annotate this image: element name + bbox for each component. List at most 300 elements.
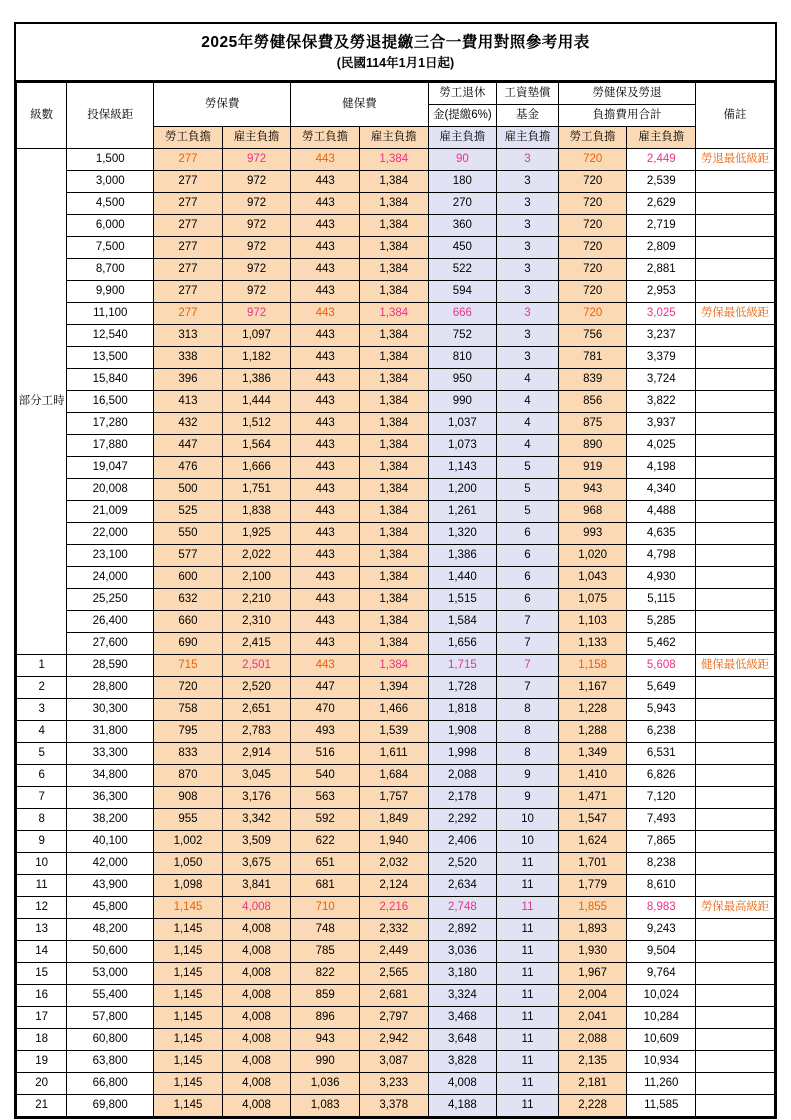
header-labor-pension: 勞工退休: [428, 82, 497, 104]
cell-level: 5: [17, 742, 67, 764]
cell-health-insurance-employer: 1,384: [359, 500, 428, 522]
cell-fund-employer: 3: [497, 324, 559, 346]
table-row: [17, 368, 775, 390]
cell-pension-employer: 1,261: [428, 500, 497, 522]
cell-labor-insurance-employee: 277: [154, 258, 223, 280]
table-row: [17, 456, 775, 478]
cell-level: 6: [17, 764, 67, 786]
cell-labor-insurance-employee: 500: [154, 478, 223, 500]
title-block: [16, 24, 775, 82]
cell-total-employee: 1,779: [558, 874, 627, 896]
cell-pension-employer: 2,520: [428, 852, 497, 874]
cell-health-insurance-employer: 3,087: [359, 1050, 428, 1072]
cell-remark: [696, 720, 775, 742]
cell-labor-insurance-employee: 955: [154, 808, 223, 830]
table-row: [17, 896, 775, 918]
cell-labor-insurance-employer: 3,675: [222, 852, 291, 874]
cell-health-insurance-employee: 443: [291, 434, 360, 456]
cell-remark: [696, 236, 775, 258]
cell-health-insurance-employer: 1,384: [359, 280, 428, 302]
cell-total-employee: 2,181: [558, 1072, 627, 1094]
cell-labor-insurance-employee: 1,098: [154, 874, 223, 896]
cell-health-insurance-employer: 1,940: [359, 830, 428, 852]
cell-total-employer: 5,462: [627, 632, 696, 654]
cell-remark: [696, 742, 775, 764]
cell-fund-employer: 6: [497, 566, 559, 588]
cell-remark: [696, 610, 775, 632]
cell-labor-insurance-employer: 4,008: [222, 962, 291, 984]
cell-wage-bracket: 40,100: [67, 830, 154, 852]
cell-pension-employer: 2,748: [428, 896, 497, 918]
cell-fund-employer: 10: [497, 830, 559, 852]
cell-total-employer: 5,649: [627, 676, 696, 698]
cell-labor-insurance-employer: 2,501: [222, 654, 291, 676]
table-row: [17, 302, 775, 324]
cell-fund-employer: 11: [497, 1072, 559, 1094]
cell-fund-employer: 5: [497, 456, 559, 478]
cell-labor-insurance-employer: 972: [222, 214, 291, 236]
cell-labor-insurance-employer: 4,008: [222, 896, 291, 918]
header-level: 級數: [17, 82, 67, 148]
cell-pension-employer: 3,828: [428, 1050, 497, 1072]
cell-level: 10: [17, 852, 67, 874]
cell-total-employer: 2,881: [627, 258, 696, 280]
table-row: [17, 764, 775, 786]
cell-labor-insurance-employee: 277: [154, 192, 223, 214]
cell-health-insurance-employee: 443: [291, 258, 360, 280]
cell-total-employer: 10,284: [627, 1006, 696, 1028]
header-wage-arrears-2: 基金: [497, 104, 559, 126]
cell-health-insurance-employee: 443: [291, 390, 360, 412]
cell-pension-employer: 990: [428, 390, 497, 412]
cell-total-employer: 3,025: [627, 302, 696, 324]
cell-total-employer: 5,608: [627, 654, 696, 676]
cell-total-employer: 8,238: [627, 852, 696, 874]
cell-wage-bracket: 21,009: [67, 500, 154, 522]
cell-health-insurance-employer: 1,384: [359, 588, 428, 610]
cell-total-employee: 1,855: [558, 896, 627, 918]
cell-labor-insurance-employer: 972: [222, 280, 291, 302]
cell-labor-insurance-employer: 4,008: [222, 1028, 291, 1050]
cell-fund-employer: 3: [497, 192, 559, 214]
cell-fund-employer: 3: [497, 280, 559, 302]
cell-labor-insurance-employer: 972: [222, 148, 291, 170]
table-row: [17, 830, 775, 852]
cell-wage-bracket: 28,800: [67, 676, 154, 698]
table-row: [17, 1094, 775, 1116]
cell-health-insurance-employee: 443: [291, 522, 360, 544]
cell-fund-employer: 6: [497, 588, 559, 610]
table-row: [17, 522, 775, 544]
cell-total-employer: 2,719: [627, 214, 696, 236]
cell-wage-bracket: 28,590: [67, 654, 154, 676]
cell-remark: [696, 1050, 775, 1072]
cell-remark: [696, 390, 775, 412]
cell-total-employee: 1,043: [558, 566, 627, 588]
cell-labor-insurance-employee: 758: [154, 698, 223, 720]
cell-remark: [696, 918, 775, 940]
cell-health-insurance-employee: 443: [291, 632, 360, 654]
cell-labor-insurance-employee: 1,145: [154, 1028, 223, 1050]
cell-total-employee: 2,135: [558, 1050, 627, 1072]
cell-fund-employer: 9: [497, 786, 559, 808]
cell-labor-insurance-employee: 1,002: [154, 830, 223, 852]
cell-health-insurance-employer: 1,384: [359, 632, 428, 654]
cell-pension-employer: 2,406: [428, 830, 497, 852]
cell-pension-employer: 3,468: [428, 1006, 497, 1028]
cell-labor-insurance-employer: 4,008: [222, 1072, 291, 1094]
cell-fund-employer: 4: [497, 412, 559, 434]
cell-wage-bracket: 3,000: [67, 170, 154, 192]
cell-health-insurance-employee: 443: [291, 192, 360, 214]
cell-labor-insurance-employee: 1,145: [154, 1050, 223, 1072]
cell-labor-insurance-employee: 1,145: [154, 940, 223, 962]
cell-total-employee: 720: [558, 258, 627, 280]
table-row: [17, 170, 775, 192]
cell-health-insurance-employee: 443: [291, 324, 360, 346]
cell-remark: [696, 346, 775, 368]
cell-labor-insurance-employer: 2,651: [222, 698, 291, 720]
cell-labor-insurance-employer: 4,008: [222, 1050, 291, 1072]
cell-health-insurance-employee: 443: [291, 346, 360, 368]
cell-level: 20: [17, 1072, 67, 1094]
cell-labor-insurance-employee: 550: [154, 522, 223, 544]
cell-pension-employer: 666: [428, 302, 497, 324]
cell-fund-employer: 6: [497, 544, 559, 566]
cell-labor-insurance-employee: 313: [154, 324, 223, 346]
cell-pension-employer: 90: [428, 148, 497, 170]
cell-labor-insurance-employer: 4,008: [222, 940, 291, 962]
cell-health-insurance-employer: 3,233: [359, 1072, 428, 1094]
cell-wage-bracket: 30,300: [67, 698, 154, 720]
cell-labor-insurance-employee: 476: [154, 456, 223, 478]
cell-total-employer: 2,449: [627, 148, 696, 170]
cell-total-employer: 3,937: [627, 412, 696, 434]
cell-pension-employer: 1,143: [428, 456, 497, 478]
cell-remark: [696, 1072, 775, 1094]
cell-fund-employer: 3: [497, 214, 559, 236]
table-row: [17, 214, 775, 236]
header-hi-employer: 雇主負擔: [359, 126, 428, 148]
table-row: [17, 1050, 775, 1072]
cell-labor-insurance-employer: 1,097: [222, 324, 291, 346]
cell-pension-employer: 594: [428, 280, 497, 302]
cell-labor-insurance-employer: 1,444: [222, 390, 291, 412]
cell-wage-bracket: 15,840: [67, 368, 154, 390]
cell-wage-bracket: 36,300: [67, 786, 154, 808]
cell-fund-employer: 9: [497, 764, 559, 786]
cell-total-employer: 11,260: [627, 1072, 696, 1094]
cell-health-insurance-employee: 443: [291, 500, 360, 522]
cell-health-insurance-employee: 443: [291, 368, 360, 390]
cell-fund-employer: 7: [497, 676, 559, 698]
header-row-1: [17, 82, 775, 104]
cell-total-employee: 1,410: [558, 764, 627, 786]
table-row: [17, 236, 775, 258]
header-remark: 備註: [696, 82, 775, 148]
cell-fund-employer: 6: [497, 522, 559, 544]
cell-total-employee: 1,701: [558, 852, 627, 874]
cell-labor-insurance-employer: 1,838: [222, 500, 291, 522]
cell-wage-bracket: 17,280: [67, 412, 154, 434]
cell-labor-insurance-employer: 1,386: [222, 368, 291, 390]
cell-labor-insurance-employer: 3,342: [222, 808, 291, 830]
table-row: [17, 1028, 775, 1050]
table-row: [17, 632, 775, 654]
cell-pension-employer: 270: [428, 192, 497, 214]
cell-total-employee: 2,088: [558, 1028, 627, 1050]
cell-remark: [696, 522, 775, 544]
cell-fund-employer: 4: [497, 368, 559, 390]
cell-health-insurance-employee: 443: [291, 214, 360, 236]
cell-labor-insurance-employee: 1,145: [154, 1094, 223, 1116]
table-row: [17, 346, 775, 368]
cell-total-employer: 3,822: [627, 390, 696, 412]
cell-wage-bracket: 43,900: [67, 874, 154, 896]
table-row: [17, 434, 775, 456]
cell-labor-insurance-employer: 2,100: [222, 566, 291, 588]
cell-level: 4: [17, 720, 67, 742]
cell-labor-insurance-employee: 660: [154, 610, 223, 632]
cell-health-insurance-employee: 443: [291, 412, 360, 434]
cell-total-employer: 8,983: [627, 896, 696, 918]
cell-health-insurance-employee: 493: [291, 720, 360, 742]
cell-pension-employer: 810: [428, 346, 497, 368]
cell-health-insurance-employee: 516: [291, 742, 360, 764]
cell-health-insurance-employer: 2,797: [359, 1006, 428, 1028]
cell-health-insurance-employee: 651: [291, 852, 360, 874]
cell-labor-insurance-employer: 3,841: [222, 874, 291, 896]
cell-health-insurance-employer: 1,684: [359, 764, 428, 786]
cell-total-employee: 943: [558, 478, 627, 500]
cell-total-employer: 7,493: [627, 808, 696, 830]
cell-health-insurance-employer: 2,565: [359, 962, 428, 984]
header-wage-arrears: 工資墊償: [497, 82, 559, 104]
cell-health-insurance-employee: 1,083: [291, 1094, 360, 1116]
cell-pension-employer: 3,324: [428, 984, 497, 1006]
cell-labor-insurance-employer: 972: [222, 258, 291, 280]
cell-remark: [696, 324, 775, 346]
cell-level: 16: [17, 984, 67, 1006]
cell-total-employee: 720: [558, 280, 627, 302]
cell-fund-employer: 8: [497, 720, 559, 742]
cell-remark: 健保最低級距: [696, 654, 775, 676]
cell-fund-employer: 8: [497, 742, 559, 764]
cell-health-insurance-employee: 443: [291, 654, 360, 676]
cell-total-employee: 1,228: [558, 698, 627, 720]
cell-health-insurance-employee: 443: [291, 280, 360, 302]
cell-labor-insurance-employee: 690: [154, 632, 223, 654]
cell-health-insurance-employer: 1,384: [359, 236, 428, 258]
cell-health-insurance-employer: 1,611: [359, 742, 428, 764]
cell-labor-insurance-employer: 1,751: [222, 478, 291, 500]
cell-total-employee: 720: [558, 148, 627, 170]
table-row: [17, 984, 775, 1006]
cell-health-insurance-employer: 2,032: [359, 852, 428, 874]
cell-total-employee: 1,158: [558, 654, 627, 676]
cell-labor-insurance-employee: 447: [154, 434, 223, 456]
cell-total-employee: 1,893: [558, 918, 627, 940]
cell-labor-insurance-employee: 577: [154, 544, 223, 566]
cell-pension-employer: 1,584: [428, 610, 497, 632]
cell-total-employee: 1,349: [558, 742, 627, 764]
cell-wage-bracket: 57,800: [67, 1006, 154, 1028]
cell-level: 8: [17, 808, 67, 830]
table-row: [17, 280, 775, 302]
cell-labor-insurance-employee: 600: [154, 566, 223, 588]
cell-fund-employer: 11: [497, 984, 559, 1006]
cell-labor-insurance-employee: 632: [154, 588, 223, 610]
table-row: [17, 962, 775, 984]
cell-total-employer: 2,539: [627, 170, 696, 192]
cell-total-employer: 5,115: [627, 588, 696, 610]
cell-health-insurance-employer: 2,216: [359, 896, 428, 918]
cell-wage-bracket: 11,100: [67, 302, 154, 324]
cell-level: 18: [17, 1028, 67, 1050]
cell-health-insurance-employee: 443: [291, 302, 360, 324]
cell-remark: [696, 808, 775, 830]
cell-labor-insurance-employee: 432: [154, 412, 223, 434]
cell-labor-insurance-employee: 277: [154, 280, 223, 302]
cell-wage-bracket: 7,500: [67, 236, 154, 258]
table-row: [17, 808, 775, 830]
cell-remark: [696, 192, 775, 214]
cell-pension-employer: 1,386: [428, 544, 497, 566]
cell-wage-bracket: 42,000: [67, 852, 154, 874]
cell-health-insurance-employee: 943: [291, 1028, 360, 1050]
cell-remark: 勞保最高級距: [696, 896, 775, 918]
cell-fund-employer: 11: [497, 1028, 559, 1050]
cell-health-insurance-employee: 443: [291, 588, 360, 610]
cell-level: 21: [17, 1094, 67, 1116]
cell-wage-bracket: 53,000: [67, 962, 154, 984]
cell-health-insurance-employer: 1,384: [359, 148, 428, 170]
cell-total-employer: 2,809: [627, 236, 696, 258]
cell-labor-insurance-employer: 972: [222, 170, 291, 192]
cell-remark: [696, 676, 775, 698]
cell-labor-insurance-employer: 2,520: [222, 676, 291, 698]
cell-labor-insurance-employee: 833: [154, 742, 223, 764]
table-row: [17, 874, 775, 896]
cell-pension-employer: 2,178: [428, 786, 497, 808]
cell-fund-employer: 4: [497, 434, 559, 456]
cell-level: 1: [17, 654, 67, 676]
cell-pension-employer: 4,008: [428, 1072, 497, 1094]
cell-wage-bracket: 24,000: [67, 566, 154, 588]
cell-health-insurance-employer: 1,384: [359, 478, 428, 500]
cell-fund-employer: 11: [497, 896, 559, 918]
cell-health-insurance-employee: 443: [291, 170, 360, 192]
table-row: [17, 698, 775, 720]
table-row: [17, 720, 775, 742]
cell-remark: [696, 984, 775, 1006]
cell-total-employee: 720: [558, 236, 627, 258]
cell-total-employee: 756: [558, 324, 627, 346]
cell-fund-employer: 3: [497, 302, 559, 324]
cell-wage-bracket: 69,800: [67, 1094, 154, 1116]
cell-health-insurance-employee: 563: [291, 786, 360, 808]
cell-total-employee: 2,041: [558, 1006, 627, 1028]
cell-health-insurance-employer: 1,384: [359, 346, 428, 368]
cell-total-employer: 8,610: [627, 874, 696, 896]
cell-pension-employer: 1,715: [428, 654, 497, 676]
cell-total-employer: 6,531: [627, 742, 696, 764]
cell-wage-bracket: 1,500: [67, 148, 154, 170]
cell-labor-insurance-employee: 277: [154, 302, 223, 324]
table-row: [17, 742, 775, 764]
cell-fund-employer: 11: [497, 1006, 559, 1028]
cell-total-employee: 1,103: [558, 610, 627, 632]
cell-health-insurance-employer: 2,942: [359, 1028, 428, 1050]
cell-labor-insurance-employee: 413: [154, 390, 223, 412]
cell-labor-insurance-employee: 277: [154, 148, 223, 170]
cell-health-insurance-employer: 1,757: [359, 786, 428, 808]
cell-level: 17: [17, 1006, 67, 1028]
cell-health-insurance-employer: 1,539: [359, 720, 428, 742]
cell-health-insurance-employer: 1,384: [359, 412, 428, 434]
table-row: [17, 500, 775, 522]
cell-remark: [696, 280, 775, 302]
cell-level: 7: [17, 786, 67, 808]
cell-total-employee: 720: [558, 302, 627, 324]
cell-health-insurance-employee: 622: [291, 830, 360, 852]
cell-health-insurance-employer: 1,384: [359, 522, 428, 544]
table-row: [17, 258, 775, 280]
cell-pension-employer: 1,320: [428, 522, 497, 544]
cell-total-employer: 6,826: [627, 764, 696, 786]
cell-labor-insurance-employer: 4,008: [222, 984, 291, 1006]
cell-health-insurance-employee: 443: [291, 478, 360, 500]
cell-labor-insurance-employee: 795: [154, 720, 223, 742]
cell-pension-employer: 3,648: [428, 1028, 497, 1050]
cell-remark: [696, 1094, 775, 1116]
cell-health-insurance-employee: 990: [291, 1050, 360, 1072]
cell-health-insurance-employee: 447: [291, 676, 360, 698]
cell-labor-insurance-employer: 4,008: [222, 1006, 291, 1028]
cell-wage-bracket: 16,500: [67, 390, 154, 412]
cell-labor-insurance-employer: 3,509: [222, 830, 291, 852]
cell-remark: [696, 368, 775, 390]
cell-fund-employer: 11: [497, 918, 559, 940]
cell-pension-employer: 1,037: [428, 412, 497, 434]
cell-total-employer: 7,120: [627, 786, 696, 808]
cell-fund-employer: 11: [497, 874, 559, 896]
fee-table: [16, 82, 775, 1117]
cell-pension-employer: 1,200: [428, 478, 497, 500]
cell-fund-employer: 3: [497, 346, 559, 368]
cell-labor-insurance-employer: 972: [222, 302, 291, 324]
cell-pension-employer: 3,036: [428, 940, 497, 962]
cell-total-employee: 1,133: [558, 632, 627, 654]
cell-fund-employer: 11: [497, 1094, 559, 1116]
header-health-insurance: 健保費: [291, 82, 428, 126]
table-row: [17, 852, 775, 874]
cell-total-employee: 839: [558, 368, 627, 390]
cell-level: 12: [17, 896, 67, 918]
cell-total-employee: 781: [558, 346, 627, 368]
cell-total-employer: 9,504: [627, 940, 696, 962]
cell-remark: [696, 1028, 775, 1050]
cell-wage-bracket: 55,400: [67, 984, 154, 1006]
cell-fund-employer: 7: [497, 632, 559, 654]
cell-pension-employer: 2,292: [428, 808, 497, 830]
cell-fund-employer: 7: [497, 654, 559, 676]
cell-pension-employer: 2,892: [428, 918, 497, 940]
cell-labor-insurance-employee: 1,145: [154, 896, 223, 918]
cell-labor-insurance-employer: 2,783: [222, 720, 291, 742]
cell-total-employee: 1,167: [558, 676, 627, 698]
cell-wage-bracket: 22,000: [67, 522, 154, 544]
